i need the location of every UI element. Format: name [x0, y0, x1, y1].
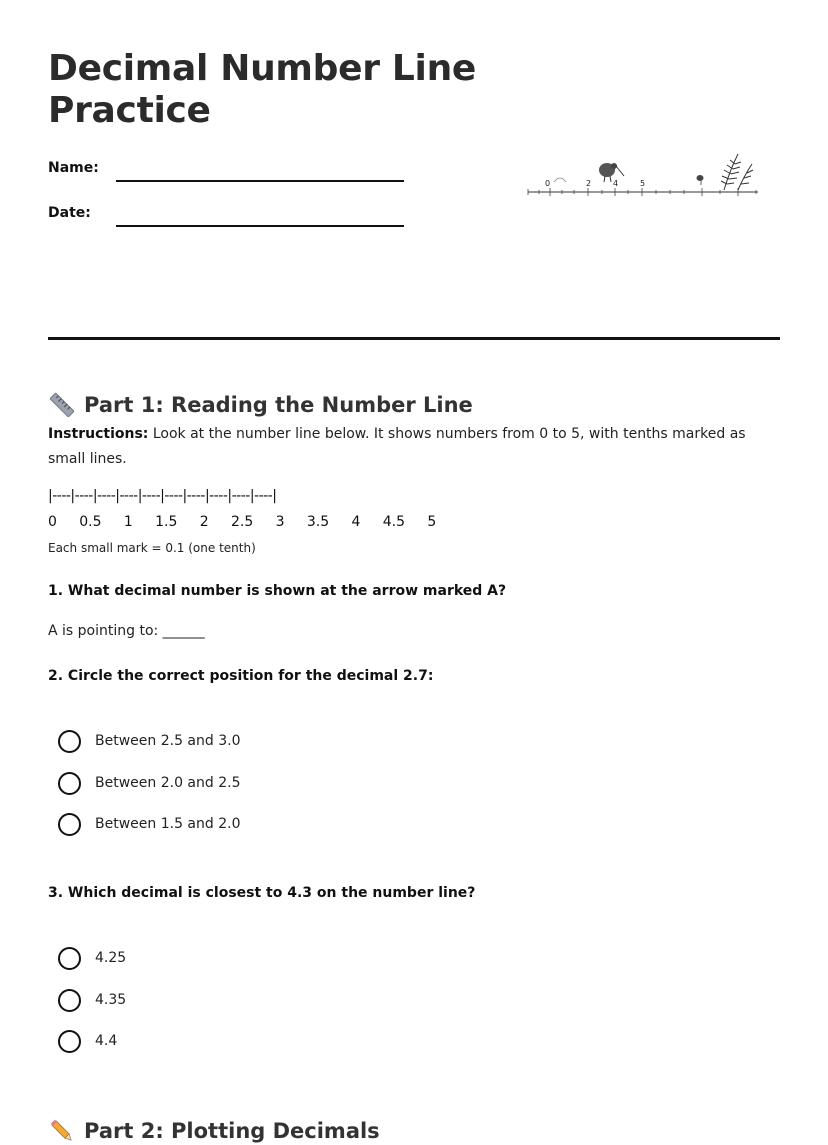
part2-heading-text: Part 2: Plotting Decimals: [84, 1119, 380, 1144]
q3-option-2-label: 4.35: [95, 992, 127, 1008]
art-label-5: 5: [640, 179, 646, 188]
art-label-2: 2: [586, 179, 592, 188]
art-label-0: 0: [545, 179, 551, 188]
instructions: [48, 422, 778, 472]
date-underline[interactable]: [116, 225, 404, 227]
radio-circle-icon[interactable]: [58, 772, 81, 795]
q2-option-2[interactable]: [58, 771, 240, 795]
q2-option-3-label: Between 1.5 and 2.0: [95, 816, 241, 832]
pencil-icon: [48, 1117, 76, 1145]
radio-circle-icon[interactable]: [58, 1030, 81, 1053]
question-1: 1. What decimal number is shown at the arrow marked A?: [48, 583, 507, 599]
page-title: Decimal Number Line Practice: [48, 48, 477, 131]
question-2: 2. Circle the correct position for the decimal 2.7:: [48, 668, 434, 684]
q3-option-1-label: 4.25: [95, 950, 127, 966]
fern-icon: [721, 154, 753, 190]
q2-option-1[interactable]: [58, 729, 240, 753]
tenth-note: Each small mark = 0.1 (one tenth): [48, 541, 256, 555]
radio-circle-icon[interactable]: [58, 813, 81, 836]
art-label-4: 4: [613, 179, 619, 188]
name-underline[interactable]: [116, 180, 404, 182]
kiwi-bird-icon: [599, 163, 624, 182]
section-divider: [48, 337, 780, 340]
date-label: Date:: [48, 205, 91, 221]
q2-option-3[interactable]: [58, 812, 240, 836]
part2-heading: [48, 1117, 380, 1145]
part1-heading: [48, 391, 473, 419]
q2-option-2-label: Between 2.0 and 2.5: [95, 775, 241, 791]
number-line-labels: 0 0.5 1 1.5 2 2.5 3 3.5 4 4.5 5: [48, 514, 437, 530]
number-line-illustration: [524, 148, 764, 200]
small-bird-icon: [697, 175, 704, 185]
radio-circle-icon[interactable]: [58, 730, 81, 753]
radio-circle-icon[interactable]: [58, 947, 81, 970]
question-1-answer[interactable]: A is pointing to: ______: [48, 623, 205, 639]
number-line-ascii: |----|----|----|----|----|----|----|----|----|----|: [48, 488, 277, 504]
q3-option-3-label: 4.4: [95, 1033, 118, 1049]
q3-option-3[interactable]: [58, 1029, 117, 1053]
question-3: 3. Which decimal is closest to 4.3 on the number line?: [48, 885, 476, 901]
q2-option-1-label: Between 2.5 and 3.0: [95, 733, 241, 749]
q3-option-1[interactable]: [58, 946, 126, 970]
ruler-icon: [48, 391, 76, 419]
radio-circle-icon[interactable]: [58, 989, 81, 1012]
name-label: Name:: [48, 160, 99, 176]
instructions-text: Look at the number line below. It shows numbers from 0 to 5, with tenths marked as small lines.: [48, 426, 746, 467]
instructions-label: Instructions:: [48, 426, 149, 442]
q3-option-2[interactable]: [58, 988, 126, 1012]
part1-heading-text: Part 1: Reading the Number Line: [84, 393, 473, 418]
